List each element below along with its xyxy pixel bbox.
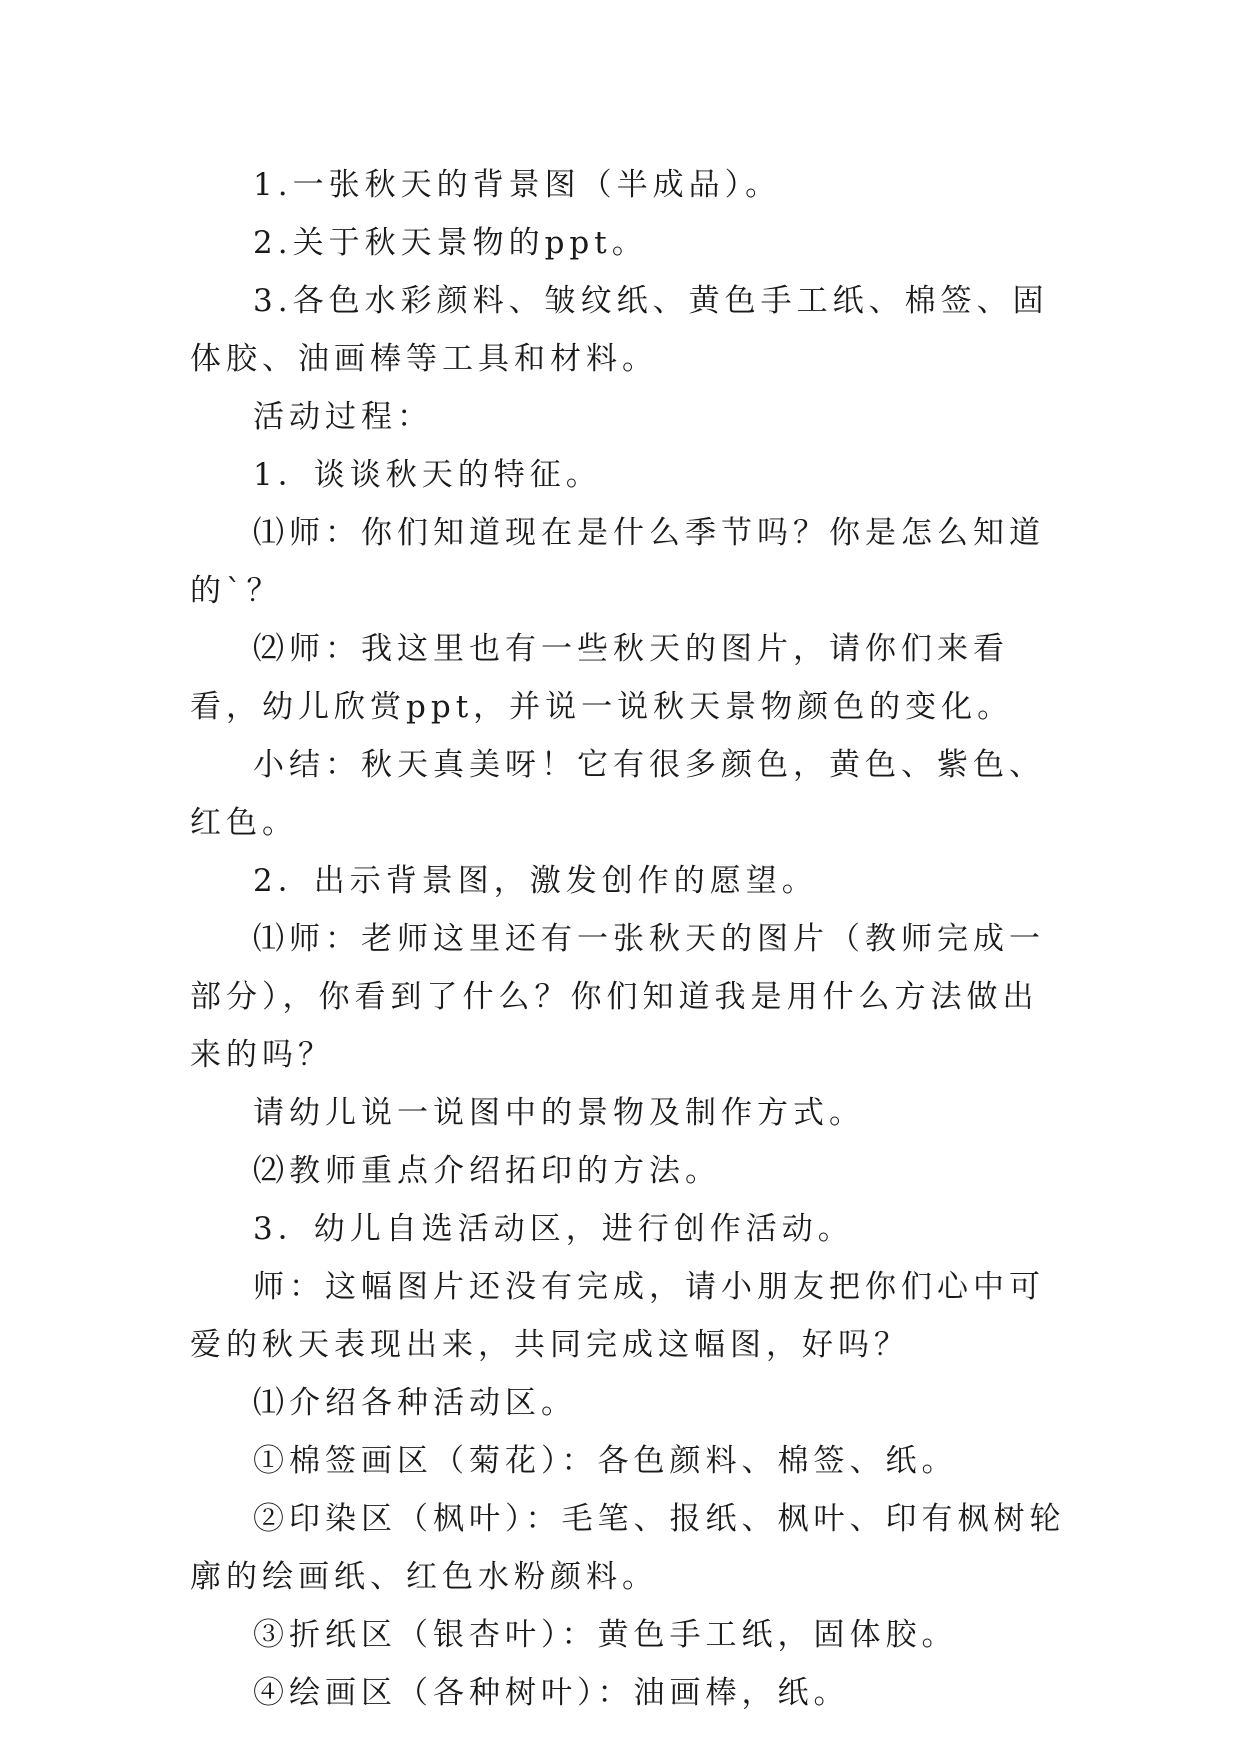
step-1-sub-2: ⑵师：我这里也有一些秋天的图片，请你们来看看，幼儿欣赏ppt，并说一说秋天景物颜色的变化。 — [190, 631, 1014, 725]
area-item-1: ①棉签画区（菊花）：各色颜料、棉签、纸。 — [253, 1443, 958, 1479]
step-1-summary: 小结：秋天真美呀！它有很多颜色，黄色、紫色、红色。 — [190, 747, 1045, 841]
step-2-sub-2: ⑵教师重点介绍拓印的方法。 — [253, 1153, 721, 1189]
section-heading-process: 活动过程： — [253, 399, 433, 435]
document-body — [190, 156, 1070, 1722]
area-item-3: ③折纸区（银杏叶）：黄色手工纸，固体胶。 — [253, 1617, 958, 1653]
material-item-3: 3.各色水彩颜料、皱纹纸、黄色手工纸、棉签、固体胶、油画棒等工具和材料。 — [190, 283, 1049, 377]
step-2-heading: 2．出示背景图，激发创作的愿望。 — [253, 863, 818, 899]
step-1-heading: 1．谈谈秋天的特征。 — [253, 457, 602, 493]
material-item-2: 2.关于秋天景物的ppt。 — [253, 225, 648, 261]
step-2-sub-1: ⑴师：老师这里还有一张秋天的图片（教师完成一部分），你看到了什么？你们知道我是用什么方法做出来的吗？ — [190, 921, 1045, 1073]
area-item-2: ②印染区（枫叶）：毛笔、报纸、枫叶、印有枫树轮廓的绘画纸、红色水粉颜料。 — [190, 1501, 1066, 1595]
step-3-sub-1: ⑴介绍各种活动区。 — [253, 1385, 577, 1421]
step-3-teacher-line: 师：这幅图片还没有完成，请小朋友把你们心中可爱的秋天表现出来，共同完成这幅图，好吗？ — [190, 1269, 1045, 1363]
step-3-heading: 3．幼儿自选活动区，进行创作活动。 — [253, 1211, 854, 1247]
step-1-sub-1: ⑴师：你们知道现在是什么季节吗？你是怎么知道的`？ — [190, 515, 1045, 609]
area-item-4: ④绘画区（各种树叶）：油画棒，纸。 — [253, 1675, 850, 1711]
step-2-sub-1-note: 请幼儿说一说图中的景物及制作方式。 — [253, 1095, 865, 1131]
material-item-1: 1.一张秋天的背景图（半成品）。 — [253, 167, 782, 203]
